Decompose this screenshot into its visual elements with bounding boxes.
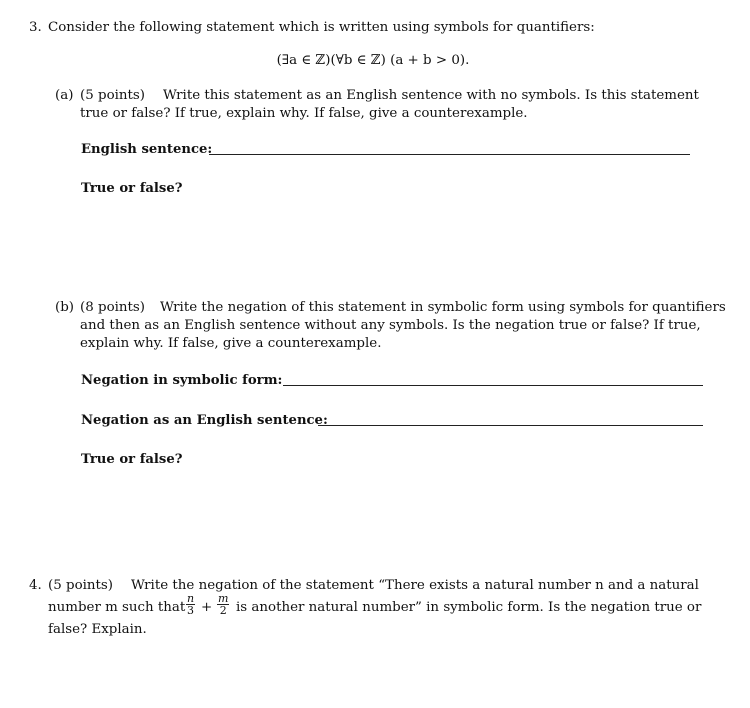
part-b-line3: explain why. If false, give a counterexample. — [80, 336, 382, 351]
part-a-true-false-label: True or false? — [81, 181, 183, 196]
q4-number: 4. — [29, 578, 42, 593]
part-b-line1: Write the negation of this statement in symbolic form using symbols for quantifiers — [160, 300, 726, 315]
negation-symbolic-label: Negation in symbolic form: — [81, 373, 283, 388]
part-b-true-false-label: True or false? — [81, 452, 183, 467]
q4-line1: Write the negation of the statement “There exists a natural number n and a natural — [131, 578, 699, 593]
negation-english-label: Negation as an English sentence: — [81, 413, 328, 428]
q4-line3: false? Explain. — [48, 622, 147, 637]
part-b-line2: and then as an English sentence without any symbols. Is the negation true or false? If true, — [80, 318, 701, 333]
part-a-line2: true or false? If true, explain why. If false, give a counterexample. — [80, 106, 528, 121]
english-sentence-label: English sentence: — [81, 142, 213, 157]
part-b-points: (8 points) — [80, 300, 146, 315]
part-a-label: (a) — [55, 88, 74, 103]
q4-line2-end: is another natural number” in symbolic form. Is the negation true or — [236, 600, 702, 615]
frac2-numerator: m — [218, 592, 229, 605]
frac1-denominator: 3 — [187, 604, 195, 617]
q4-line2-start: number m such that — [48, 600, 186, 615]
frac1-numerator: n — [187, 592, 195, 605]
quantifier-formula — [0, 52, 750, 70]
plus-sign: + — [201, 600, 213, 615]
q4-points: (5 points) — [48, 578, 114, 593]
fraction-m-over-2 — [215, 593, 231, 617]
question-3-intro: Consider the following statement which is written using symbols for quantifiers: — [48, 20, 595, 35]
q3-number: 3. — [29, 20, 42, 35]
english-sentence-answer-line[interactable] — [209, 154, 690, 155]
part-a-line1: Write this statement as an English sentence with no symbols. Is this statement — [163, 88, 699, 103]
question-3-number — [29, 19, 42, 37]
formula-text: (∃a ∈ ℤ)(∀b ∈ ℤ) (a + b > 0). — [276, 53, 470, 68]
part-b-label: (b) — [55, 300, 75, 315]
fraction-n-over-3 — [184, 593, 197, 617]
part-a-points: (5 points) — [80, 88, 146, 103]
frac2-denominator: 2 — [219, 604, 227, 617]
negation-symbolic-answer-line[interactable] — [283, 385, 703, 386]
negation-english-answer-line[interactable] — [318, 425, 703, 426]
